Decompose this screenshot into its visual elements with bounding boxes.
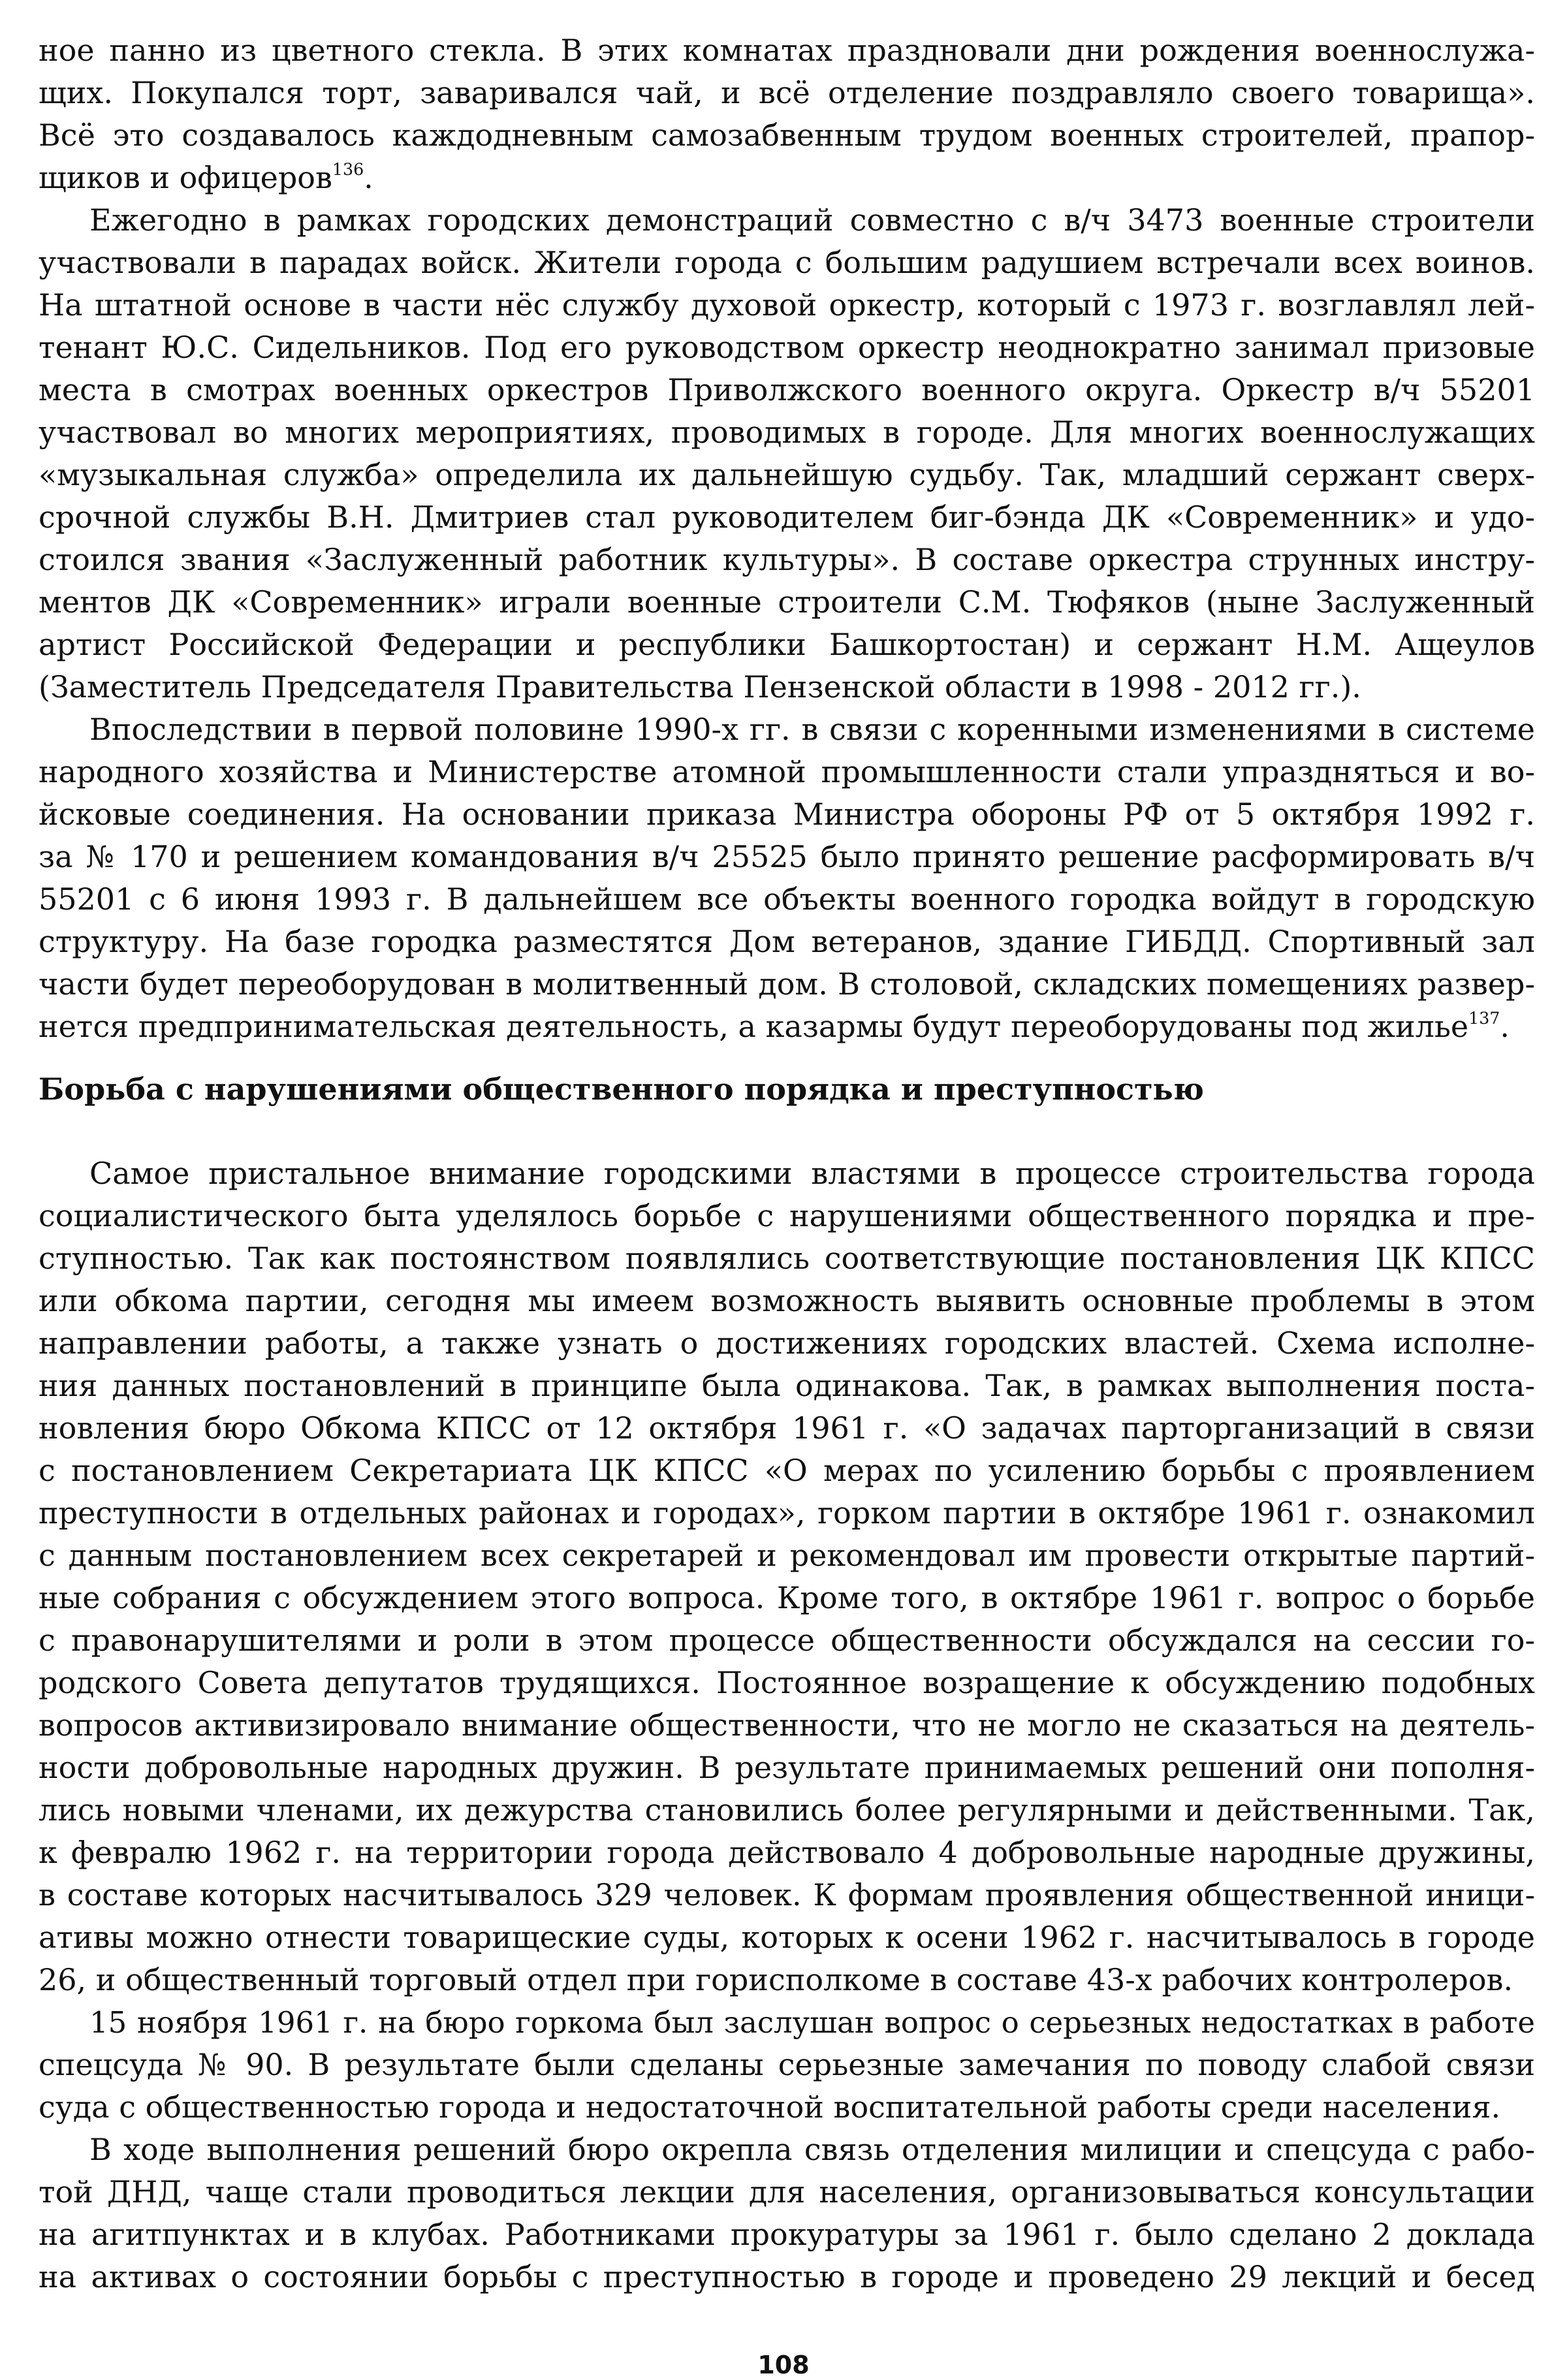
text-line [39,2086,1535,2129]
paragraph [39,2001,1535,2129]
section-heading: Борьба с нарушениями общественного порядка и преступностью [39,1071,1204,1107]
line-text: Самое пристальное внимание городскими властями в процессе строительства города [89,1156,1535,1191]
line-text: новления бюро Обкома КПСС от 12 октября 1961 г. «О задачах парторганизаций в связи [39,1410,1535,1446]
line-text: ступностью. Так как постоянством появлялись соответствующие постановления ЦК КПСС [39,1241,1535,1276]
line-text: тенант Ю.С. Сидельников. Под его руководством оркестр неоднократно занимал призовые [39,330,1535,365]
text-line [39,1280,1535,1322]
text-line [39,2213,1535,2256]
line-text: социалистического быта уделялось борьбе с нарушениями общественного порядка и пре- [39,1198,1535,1233]
text-line [39,199,1535,242]
text-line [39,29,1535,72]
line-text: части будет переоборудован в молитвенный дом. В столовой, складских помещениях развер- [39,966,1535,1002]
paragraph [39,2129,1535,2298]
text-line [39,1916,1535,1959]
line-text: щиков и офицеров [39,160,332,195]
line-text: ментов ДК «Современник» играли военные строители С.М. Тюфяков (ныне Заслуженный [39,584,1535,620]
line-text: лись новыми членами, их дежурства становились более регулярными и действенными. Так, [39,1792,1535,1828]
text-line [39,1407,1535,1450]
text-line [39,411,1535,454]
line-text: родского Совета депутатов трудящихся. Постоянное возращение к обсуждению подобных [39,1665,1535,1700]
text-line [39,242,1535,284]
line-text: ные собрания с обсуждением этого вопроса. Кроме того, в октябре 1961 г. вопрос о борьбе [39,1580,1535,1615]
page-body [39,29,1535,2298]
footnote-reference[interactable]: 136 [332,159,364,179]
text-line [39,2044,1535,2086]
text-line [39,2171,1535,2213]
text-line [39,284,1535,326]
paragraph [39,1152,1535,2001]
text-line [39,1789,1535,1832]
line-text: 26, и общественный торговый отдел при горисполкоме в составе 43-х рабочих контролеров. [39,1962,1513,1997]
text-line [39,921,1535,963]
text-line [39,624,1535,666]
text-line [39,1534,1535,1577]
line-text: участвовали в парадах войск. Жители города с большим радушием встречали всех воинов. [39,245,1535,280]
line-text: спецсуда № 90. В результате были сделаны серьезные замечания по поводу слабой связи [39,2047,1535,2082]
text-line [39,751,1535,793]
line-text: преступности в отдельных районах и городах», горком партии в октябре 1961 г. ознакомил [39,1495,1535,1531]
line-text: к февралю 1962 г. на территории города действовало 4 добровольные народные дружины, [39,1835,1535,1870]
line-text: или обкома партии, сегодня мы имеем возможность выявить основные проблемы в этом [39,1283,1535,1318]
line-text: структуру. На базе городка разместятся Дом ветеранов, здание ГИБДД. Спортивный зал [39,924,1535,959]
line-text: нется предпринимательская деятельность, а казармы будут переоборудованы под жилье [39,1009,1469,1044]
line-text: на агитпунктах и в клубах. Работниками прокуратуры за 1961 г. было сделано 2 доклада [39,2217,1535,2252]
line-text: той ДНД, чаще стали проводиться лекции для населения, организовываться консультации [39,2174,1535,2210]
text-line [39,1662,1535,1704]
line-text: суда с общественностью города и недостаточной воспитательной работы среди населения. [39,2089,1501,2125]
text-line [39,72,1535,114]
line-text: ния данных постановлений в принципе была одинакова. Так, в рамках выполнения поста- [39,1368,1535,1403]
text-line [39,708,1535,751]
line-text: народного хозяйства и Министерстве атомной промышленности стали упраздняться и во- [39,754,1535,789]
footnote-reference[interactable]: 137 [1468,1008,1500,1028]
paragraph [39,199,1535,708]
line-text: 15 ноября 1961 г. на бюро горкома был заслушан вопрос о серьезных недостатках в работе [89,2005,1535,2040]
text-line [39,1577,1535,1619]
text-line [39,369,1535,411]
text-line [39,2129,1535,2171]
text-line [39,1365,1535,1407]
line-text: на активах о состоянии борьбы с преступностью в городе и проведено 29 лекций и бесед [39,2259,1535,2294]
text-line [39,2001,1535,2044]
line-text: ное панно из цветного стекла. В этих комнатах праздновали дни рождения военнослужа- [39,33,1535,68]
text-line [39,1747,1535,1789]
line-text: участвовал во многих мероприятиях, проводимых в городе. Для многих военнослужащих [39,415,1535,450]
text-line [39,1006,1535,1048]
line-text: В ходе выполнения решений бюро окрепла связь отделения милиции и спецсуда с рабо- [89,2132,1535,2167]
text-line [39,1704,1535,1747]
line-text: в составе которых насчитывалось 329 человек. К формам проявления общественной иници- [39,1877,1535,1912]
line-text: 55201 с 6 июня 1993 г. В дальнейшем все объекты военного городка войдут в городскую [39,881,1535,917]
paragraph [39,708,1535,1048]
text-line [39,2256,1535,2298]
text-line [39,496,1535,539]
line-text: На штатной основе в части нёс службу духовой оркестр, который с 1973 г. возглавлял лей- [39,287,1535,323]
line-text: Всё это создавалось каждодневным самозабвенным трудом военных строителей, прапор- [39,118,1535,153]
paragraph [39,29,1535,199]
line-text: (Заместитель Председателя Правительства Пензенской области в 1998 - 2012 гг.). [39,669,1361,705]
line-text: срочной службы В.Н. Дмитриев стал руководителем биг-бэнда ДК «Современник» и удо- [39,500,1535,535]
line-text: с постановлением Секретариата ЦК КПСС «О мерах по усилению борьбы с проявлением [39,1453,1535,1488]
line-text: ности добровольные народных дружин. В результате принимаемых решений они пополня- [39,1750,1535,1785]
text-line [39,1832,1535,1874]
text-line [39,581,1535,624]
text-line [39,1959,1535,2001]
text-line [39,1492,1535,1534]
text-line [39,1152,1535,1195]
line-text: артист Российской Федерации и республики Башкортостан) и сержант Н.М. Ащеулов [39,627,1535,662]
line-text: направлении работы, а также узнать о достижениях городских властей. Схема исполне- [39,1325,1535,1361]
text-line [39,114,1535,157]
text-line [39,157,1535,199]
line-text: за № 170 и решением командования в/ч 25525 было принято решение расформировать в/ч [39,839,1535,874]
line-text: с правонарушителями и роли в этом процессе общественности обсуждался на сессии го- [39,1623,1535,1658]
text-line [39,1237,1535,1280]
text-line [39,963,1535,1006]
text-line [39,326,1535,369]
text-section-after [39,1152,1535,2298]
line-text: йсковые соединения. На основании приказа Министра обороны РФ от 5 октября 1992 г. [39,797,1535,832]
line-text: щих. Покупался торт, заваривался чай, и всё отделение поздравляло своего товарища». [39,75,1535,110]
line-text: Ежегодно в рамках городских демонстраций совместно с в/ч 3473 военные строители [89,202,1535,238]
line-text: Впоследствии в первой половине 1990-х гг. в связи с коренными изменениями в системе [89,712,1535,747]
line-text: стоился звания «Заслуженный работник культуры». В составе оркестра струнных инстру- [39,542,1535,577]
text-line [39,1619,1535,1662]
text-line [39,539,1535,581]
line-text: места в смотрах военных оркестров Приволжского военного округа. Оркестр в/ч 55201 [39,372,1535,407]
text-line [39,878,1535,921]
text-line [39,1195,1535,1237]
text-line [39,666,1535,708]
text-line [39,1450,1535,1492]
text-section-before [39,29,1535,1048]
line-text: «музыкальная служба» определила их дальнейшую судьбу. Так, младший сержант сверх- [39,457,1535,492]
text-line [39,836,1535,878]
page-number: 108 [757,2351,810,2379]
line-text: ативы можно отнести товарищеские суды, которых к осени 1962 г. насчитывалось в городе [39,1920,1535,1955]
text-line [39,454,1535,496]
text-line [39,1874,1535,1916]
line-punctuation: . [1500,1009,1510,1044]
line-punctuation: . [364,160,373,195]
text-line [39,1322,1535,1365]
text-line [39,793,1535,836]
line-text: вопросов активизировало внимание общественности, что не могло не сказаться на деятель- [39,1707,1535,1743]
line-text: с данным постановлением всех секретарей и рекомендовал им провести открытые партий- [39,1538,1535,1573]
